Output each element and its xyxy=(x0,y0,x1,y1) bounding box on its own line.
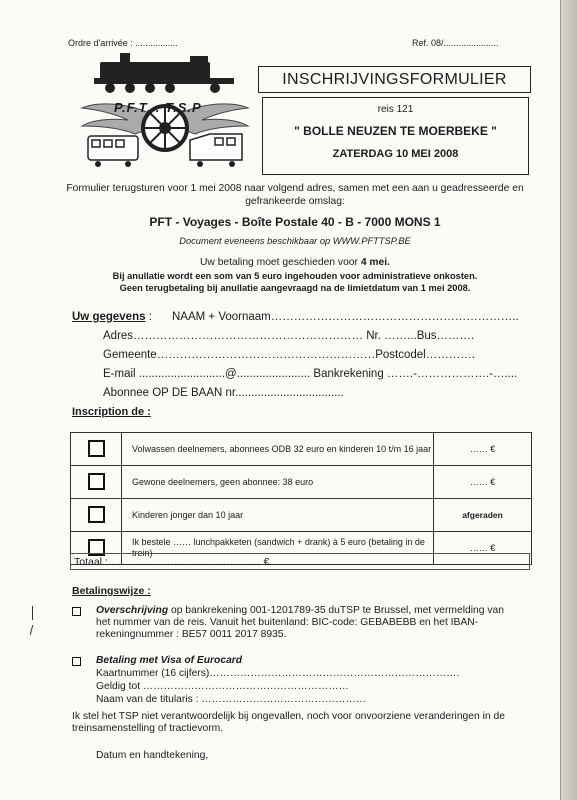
valid-until-field[interactable]: Geldig tot …………………………………………………… xyxy=(96,681,349,692)
intro-text: Formulier terugsturen voor 1 mei 2008 naar volgend adres, samen met een aan u geadresseerde en gefrankeerde omslag: xyxy=(66,183,524,207)
payment-date: 4 mei. xyxy=(360,257,391,268)
margin-mark xyxy=(30,625,34,635)
pft-tsp-logo xyxy=(80,48,250,178)
subscriber-field[interactable]: Abonnee OP DE BAAN nr.................................. xyxy=(103,387,344,399)
transfer-text: op bankrekening 001-1201789-35 duTSP te Brussel, met vermelding van het nummer van de reis. Vanuit het buitenland: BIC-code: GEBABEBB en het IBAN-rekeningnummer : BE57 0011 2017 8935. xyxy=(96,605,504,640)
row-label: Kinderen jonger dan 10 jaar xyxy=(122,499,434,532)
row-label: Ik bestele …… lunchpakketen (sandwich + drank) à 5 euro (betaling in de trein) xyxy=(122,532,434,565)
arrival-order: Ordre d'arrivée : ................. xyxy=(68,38,178,48)
holder-name-field[interactable]: Naam van de titularis : ………………………………………… xyxy=(96,694,367,705)
row-label: Gewone deelnemers, geen abonnee: 38 euro xyxy=(122,466,434,499)
row-amount[interactable]: …… € xyxy=(434,433,532,466)
row-amount[interactable]: …… € xyxy=(434,532,532,565)
name-field[interactable]: NAAM + Voornaam……………………………………………………….. xyxy=(172,311,519,323)
event-date: ZATERDAG 10 MEI 2008 xyxy=(332,148,459,160)
transfer-paragraph xyxy=(96,605,521,641)
square-bullet-icon xyxy=(72,607,81,616)
visa-bullet xyxy=(72,657,86,670)
checkbox-cell[interactable] xyxy=(71,499,122,532)
row-label: Volwassen deelnemers, abonnees ODB 32 euro en kinderen 10 t/m 16 jaar xyxy=(122,433,434,466)
annulation-text xyxy=(60,270,530,294)
annulation-line-1: Bij anullatie wordt een som van 5 euro ingehouden voor administratieve onkosten. xyxy=(112,271,478,281)
payment-prefix: Uw betaling moet geschieden voor xyxy=(199,257,361,268)
total-field[interactable]: Totaal : ……………………………………. € xyxy=(70,553,530,570)
event-box xyxy=(262,97,529,175)
municipality-field[interactable]: Gemeente…………………………………………………Postcodel…………. xyxy=(103,349,475,361)
signature-label: Datum en handtekening, xyxy=(96,750,209,761)
document-note: Document eveneens beschikbaar op WWW.PFTTSP.BE xyxy=(179,236,411,246)
event-name: " BOLLE NEUZEN TE MOERBEKE " xyxy=(294,124,497,138)
payment-methods-heading: Betalingswijze : xyxy=(72,585,151,597)
personal-heading: Uw gegevens xyxy=(72,311,146,323)
visa-title: Betaling met Visa of Eurocard xyxy=(96,655,243,666)
trip-number: reis 121 xyxy=(377,104,414,115)
annulation-line-2: Geen terugbetaling bij anullatie aangevraagd na de limietdatum van 1 mei 2008. xyxy=(119,283,471,293)
checkbox[interactable] xyxy=(88,473,105,490)
checkbox-cell[interactable] xyxy=(71,433,122,466)
page-edge xyxy=(560,0,577,800)
payment-deadline xyxy=(60,257,530,268)
address-field[interactable]: Adres…………………………………………………… Nr. ……...Bus………. xyxy=(103,330,475,342)
personal-heading-row xyxy=(72,311,152,323)
margin-mark xyxy=(32,606,33,620)
personal-heading-colon: : xyxy=(145,311,152,323)
postal-address: PFT - Voyages - Boîte Postale 40 - B - 7000 MONS 1 xyxy=(149,215,441,229)
reference: Ref. 08/...................... xyxy=(412,38,499,48)
transfer-title: Overschrijving xyxy=(96,605,169,616)
checkbox[interactable] xyxy=(88,440,105,457)
logo-text: P.F.T. . T.S.P xyxy=(114,100,202,115)
transfer-bullet xyxy=(72,607,86,620)
inscription-table xyxy=(70,432,532,565)
table-row xyxy=(71,433,532,466)
row-amount[interactable]: …… € xyxy=(434,466,532,499)
checkbox[interactable] xyxy=(88,506,105,523)
inscription-heading: Inscription de : xyxy=(72,406,151,418)
square-bullet-icon xyxy=(72,657,81,666)
disclaimer-text: Ik stel het TSP niet verantwoordelijk bij ongevallen, noch voor onvoorziene veranderingen in de treinsamenstelling of tractievorm. xyxy=(72,711,505,734)
email-bank-field[interactable]: E-mail ...........................@....................... Bankrekening …….-……………….-….... xyxy=(103,368,518,380)
card-number-field[interactable]: Kaartnummer (16 cijfers)………………………………………………………………. xyxy=(96,668,460,679)
checkbox-cell[interactable] xyxy=(71,466,122,499)
row-amount: afgeraden xyxy=(434,499,532,532)
table-row xyxy=(71,499,532,532)
table-row xyxy=(71,466,532,499)
form-title: INSCHRIJVINGSFORMULIER xyxy=(258,66,531,93)
